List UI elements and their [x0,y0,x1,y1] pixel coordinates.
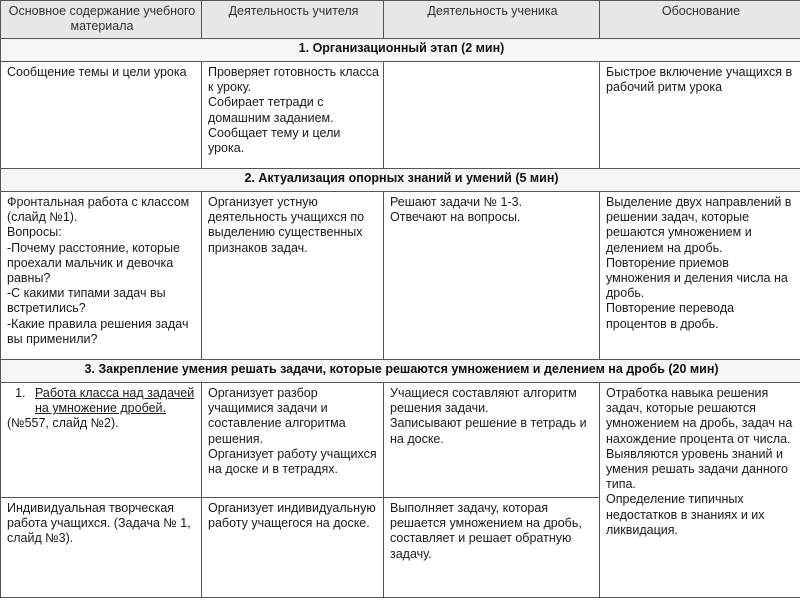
content-cell: Сообщение темы и цели урока [1,62,202,169]
content-cell: Индивидуальная творческая работа учащихся. (Задача № 1, слайд №3). [1,498,202,598]
student-cell: Учащиеся составляют алгоритм решения задачи. Записывают решение в тетрадь и на доске. [384,383,600,498]
teacher-cell: Организует индивидуальную работу учащегося на доске. [202,498,384,598]
teacher-cell: Организует разбор учащимися задачи и составление алгоритма решения. Организует работу учащихся на доске и в тетрадях. [202,383,384,498]
header-reason: Обоснование [600,1,800,39]
content-cell: Фронтальная работа с классом (слайд №1). Вопросы: -Почему расстояние, которые проехали мальчик и девочка равны? -С какими типами задач вы встретились? -Какие правила решения задач вы применили? [1,192,202,360]
student-cell: Выполняет задачу, которая решается умножением на дробь, составляет и решает обратную задачу. [384,498,600,598]
section-title: 2. Актуализация опорных знаний и умений (5 мин) [1,169,800,192]
reason-cell: Быстрое включение учащихся в рабочий ритм урока [600,62,800,169]
section-row [1,360,800,383]
header-student: Деятельность ученика [384,1,600,39]
teacher-cell: Проверяет готовность класса к уроку. Собирает тетради с домашним заданием. Сообщает тему и цели урока. [202,62,384,169]
table-row [1,192,800,360]
teacher-cell: Организует устную деятельность учащихся по выделению существенных признаков задач. [202,192,384,360]
list-item [29,386,197,416]
task-link: Работа класса над задачей на умножение дробей. [35,386,195,416]
student-cell [384,62,600,169]
reason-cell: Выделение двух направлений в решении задач, которые решаются умножением и делением на дробь. Повторение приемов умножения и деления числа на дробь. Повторение перевода процентов в дробь. [600,192,800,360]
section-row [1,39,800,62]
section-title: 3. Закрепление умения решать задачи, которые решаются умножением и делением на дробь (20 мин) [1,360,800,383]
table-row [1,383,800,498]
section-row [1,169,800,192]
student-cell: Решают задачи № 1-3. Отвечают на вопросы. [384,192,600,360]
reason-cell: Отработка навыка решения задач, которые решаются умножением на дробь, задач на нахождение процента от числа. Выявляются уровень знаний и умения решать задачи данного типа. Определение типичных недостатков в знаниях и их ликвидация. [600,383,800,598]
task-reference: (№557, слайд №2). [7,416,119,431]
header-content: Основное содержание учебного материала [1,1,202,39]
header-row [1,1,800,39]
table-row [1,62,800,169]
section-title: 1. Организационный этап (2 мин) [1,39,800,62]
content-cell [1,383,202,498]
header-teacher: Деятельность учителя [202,1,384,39]
